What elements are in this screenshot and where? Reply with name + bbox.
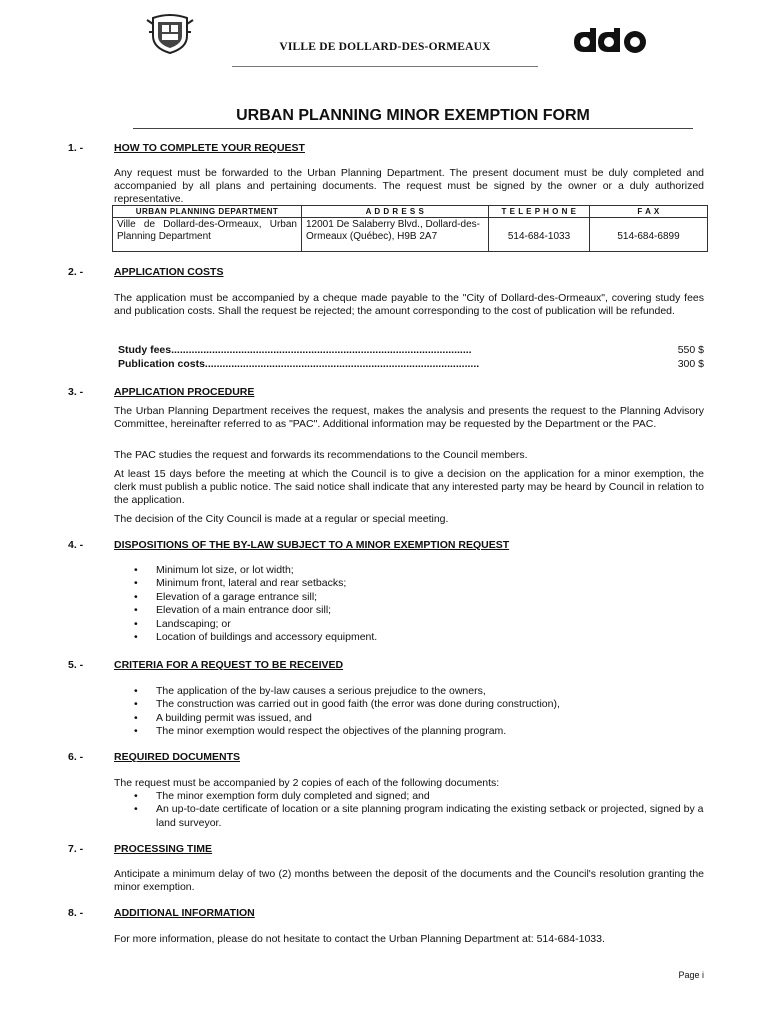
table-divider — [301, 206, 302, 251]
header-divider — [232, 66, 538, 67]
section-4-number: 4. - — [68, 539, 84, 551]
city-name: VILLE DE DOLLARD-DES-ORMEAUX — [279, 41, 491, 53]
section-7-number: 7. - — [68, 843, 84, 855]
section-3-heading: APPLICATION PROCEDURE — [114, 386, 255, 398]
contact-header-department: URBAN PLANNING DEPARTMENT — [135, 207, 279, 216]
section-1-heading: HOW TO COMPLETE YOUR REQUEST — [114, 142, 305, 154]
publication-costs-label: Publication costs.............................................................................................. — [118, 358, 480, 370]
contact-telephone: 514-684-1033 — [507, 231, 571, 242]
table-divider — [589, 206, 590, 251]
section-2-paragraph: The application must be accompanied by a cheque made payable to the "City of Dollard-des-Ormeaux", covering study fees and publication costs. Shall the request be rejected; the amount corresponding to the cost of publication will be refunded. — [114, 292, 704, 317]
contact-fax: 514-684-6899 — [617, 231, 680, 242]
contact-header-telephone: T E L E P H O N E — [501, 207, 577, 216]
study-fees-value: 550 $ — [677, 344, 704, 356]
section-6-heading: REQUIRED DOCUMENTS — [114, 751, 241, 763]
section-6-paragraph: The request must be accompanied by 2 copies of each of the following documents: — [114, 777, 500, 789]
section-1-paragraph: Any request must be forwarded to the Urban Planning Department. The present document must be duly completed and accompanied by all plans and pertaining documents. The request must be signed by the owner or a duly authorized representative. — [114, 167, 704, 205]
list-item: • Elevation of a main entrance door sill; — [134, 604, 704, 617]
section-3-paragraph-4: The decision of the City Council is made at a regular or special meeting. — [114, 513, 449, 525]
study-fees-label: Study fees....................................................................................................... — [118, 344, 472, 356]
section-5-list — [134, 685, 704, 739]
list-item: • The minor exemption would respect the objectives of the planning program. — [134, 725, 704, 738]
contact-header-address: A D D R E S S — [365, 207, 425, 216]
contact-address: 12001 De Salaberry Blvd., Dollard-des-Ormeaux (Québec), H9B 2A7 — [306, 219, 480, 242]
contact-table — [112, 205, 708, 252]
section-3-paragraph-1: The Urban Planning Department receives the request, makes the analysis and presents the request to the Planning Advisory Committee, hereinafter referred to as "PAC". Additional information may be requested by the Department or the PAC. — [114, 405, 704, 430]
section-5-number: 5. - — [68, 659, 84, 671]
publication-costs-value: 300 $ — [677, 358, 704, 370]
list-item: • Minimum lot size, or lot width; — [134, 564, 704, 577]
title-divider — [133, 128, 693, 129]
section-1-number: 1. - — [68, 142, 84, 154]
section-4-list — [134, 564, 704, 644]
table-divider — [488, 206, 489, 251]
page-number: Page i — [678, 970, 704, 980]
section-4-heading: DISPOSITIONS OF THE BY-LAW SUBJECT TO A MINOR EXEMPTION REQUEST — [114, 539, 510, 551]
page-title: URBAN PLANNING MINOR EXEMPTION FORM — [236, 107, 590, 124]
table-divider — [113, 217, 707, 218]
section-7-paragraph: Anticipate a minimum delay of two (2) months between the deposit of the documents and the Council's resolution granting the minor exemption. — [114, 868, 704, 893]
section-3-number: 3. - — [68, 386, 84, 398]
list-item: • The construction was carried out in good faith (the error was done during construction), — [134, 698, 704, 711]
list-item: • Elevation of a garage entrance sill; — [134, 591, 704, 604]
section-3-paragraph-2: The PAC studies the request and forwards its recommendations to the Council members. — [114, 449, 528, 461]
section-8-paragraph: For more information, please do not hesitate to contact the Urban Planning Department at: 514-684-1033. — [114, 933, 605, 945]
contact-department: Ville de Dollard-des-Ormeaux, Urban Planning Department — [117, 219, 297, 242]
list-item: • An up-to-date certificate of location or a site planning program indicating the existing setback or projected, signed by a land surveyor. — [134, 803, 704, 830]
section-3-paragraph-3: At least 15 days before the meeting at which the Council is to give a decision on the application for a minor exemption, the clerk must publish a public notice. The said notice shall indicate that any interested party may be heard by Council in relation to the application. — [114, 468, 704, 506]
section-6-list — [134, 790, 704, 830]
list-item: • Landscaping; or — [134, 618, 704, 631]
section-5-heading: CRITERIA FOR A REQUEST TO BE RECEIVED — [114, 659, 344, 671]
municipal-crest-icon — [145, 12, 195, 54]
section-6-number: 6. - — [68, 751, 84, 763]
list-item: • Minimum front, lateral and rear setbacks; — [134, 577, 704, 590]
ddo-logo-icon — [572, 26, 648, 54]
section-8-heading: ADDITIONAL INFORMATION — [114, 907, 255, 919]
list-item: • Location of buildings and accessory equipment. — [134, 631, 704, 644]
list-item: • The application of the by-law causes a serious prejudice to the owners, — [134, 685, 704, 698]
list-item: • A building permit was issued, and — [134, 712, 704, 725]
section-8-number: 8. - — [68, 907, 84, 919]
section-2-heading: APPLICATION COSTS — [114, 266, 224, 278]
contact-header-fax: F A X — [637, 207, 660, 216]
list-item: • The minor exemption form duly completed and signed; and — [134, 790, 704, 803]
section-7-heading: PROCESSING TIME — [114, 843, 213, 855]
section-2-number: 2. - — [68, 266, 84, 278]
